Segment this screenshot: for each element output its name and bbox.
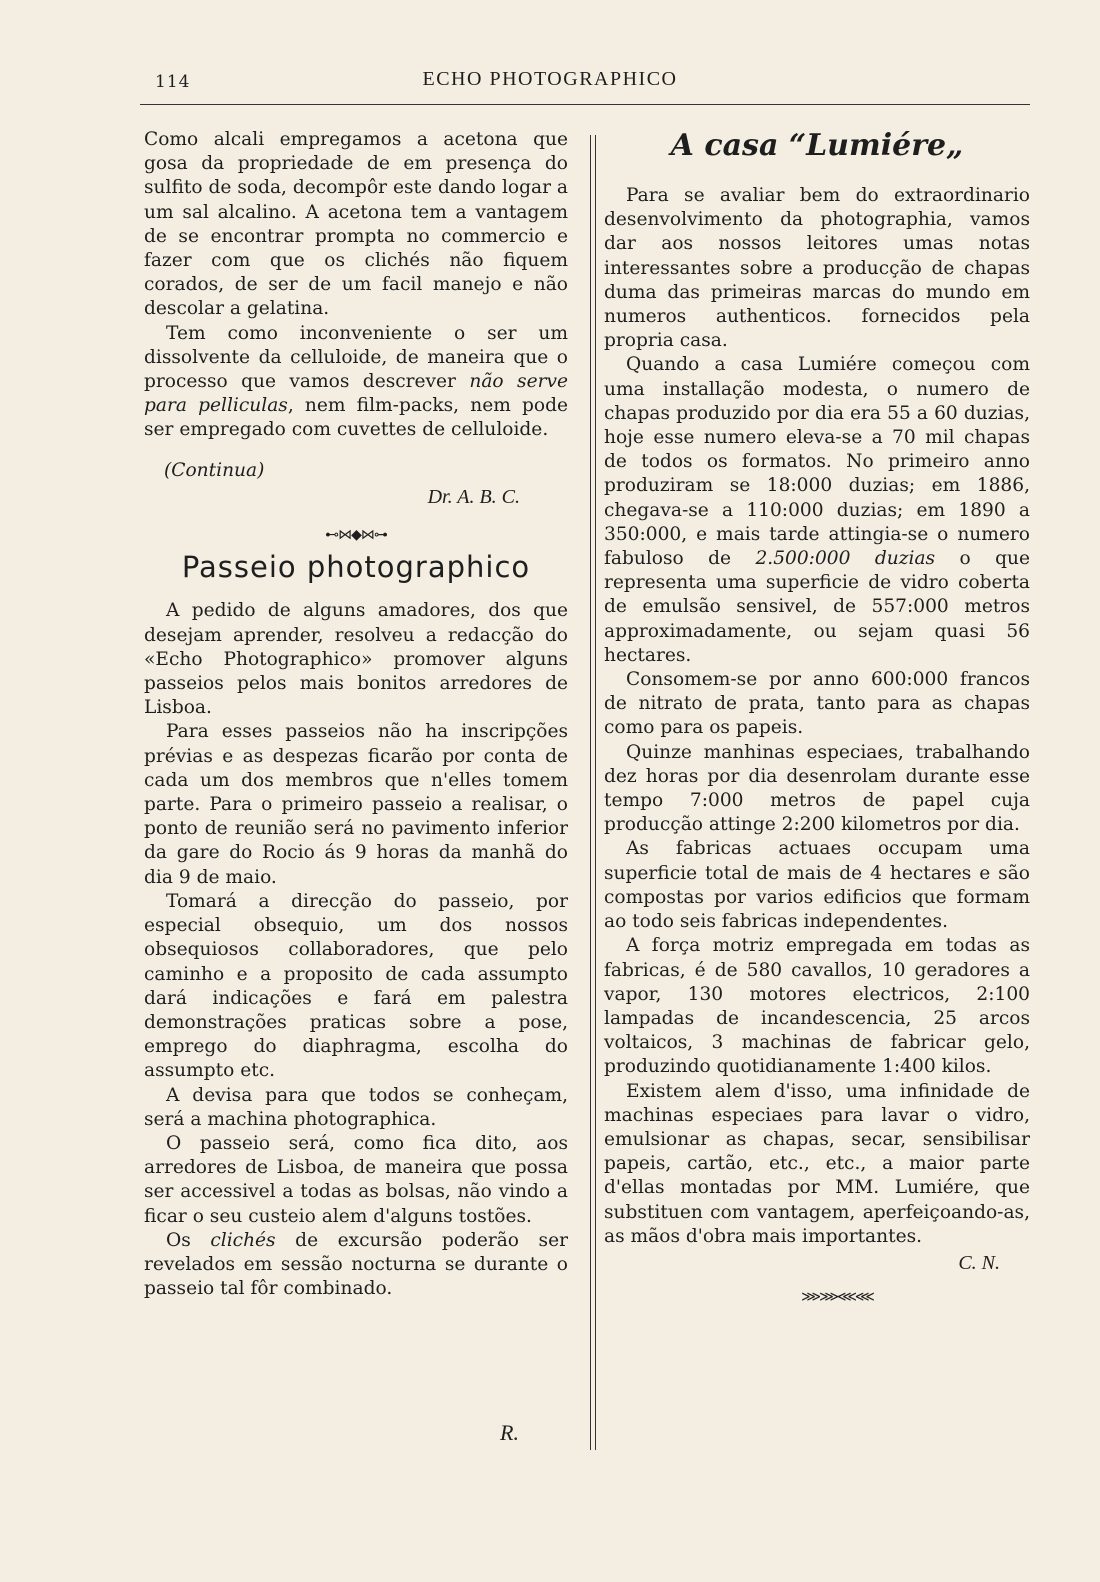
column-divider xyxy=(595,135,596,1450)
left-column xyxy=(144,128,568,1301)
paragraph: Existem alem d'isso, uma infinidade de machinas especiaes para lavar o vidro, emulsionar as chapas, secar, sensibilisar papeis, cartão, etc., etc., a maior parte d'ellas montadas por MM. Lumiére, que substituen com vantagem, aperfeiçoando-as, as mãos d'obra mais importantes. xyxy=(604,1080,1030,1247)
paragraph: Como alcali empregamos a acetona que gosa da propriedade de em presença do sulfito de soda, decompôr este dando logar a um sal alcalino. A acetona tem a vantagem de se encontrar prompta no commercio e fazer com que os clichés não fiquem corados, de ser de um facil manejo e não descolar a gelatina. xyxy=(144,129,568,320)
paragraph: Para se avaliar bem do extraordinario desenvolvimento da photographia, vamos dar aos nossos leitores umas notas interessantes sobre a producção de chapas duma das primeiras marcas do mundo em numeros authenticos. fornecidos pela propria casa. xyxy=(604,185,1030,352)
paragraph: A devisa para que todos se conheçam, será a machina photographica. xyxy=(144,1084,568,1130)
ornament-divider: ⊷⋈◆⋈⊶ xyxy=(325,527,387,544)
paragraph xyxy=(144,1229,568,1302)
article-title-lumiere: A casa “Lumiére„ xyxy=(670,128,964,163)
text-run: o que representa uma superficie de vidro coberta de emulsão sensivel, de 557:000 metros approximadamente, ou sejam quasi 56 hectares. xyxy=(604,548,1030,666)
paragraph: Consomem-se por anno 600:000 francos de nitrato de prata, tanto para as chapas como para os papeis. xyxy=(604,669,1030,739)
paragraph: As fabricas actuaes occupam uma superficie total de mais de 4 hectares e são compostas por varios edificios que formam ao todo seis fabricas independentes. xyxy=(604,838,1030,933)
text-run: Os xyxy=(166,1229,211,1251)
continua-note: (Continua) xyxy=(164,459,265,481)
italic-run: clichés xyxy=(210,1229,276,1251)
article-title-passeio: Passeio photographico xyxy=(181,550,531,585)
article-signature-r: R. xyxy=(500,1420,519,1445)
header-rule xyxy=(140,104,1030,105)
paragraph: O passeio será, como fica dito, aos arredores de Lisboa, de maneira que possa ser accessivel a todas as bolsas, não vindo a ficar o seu custeio alem d'alguns tostões. xyxy=(144,1132,568,1227)
paragraph: A pedido de alguns amadores, dos que desejam aprender, resolveu a redacção do «Echo Photographico» promover alguns passeios pelos mais bonitos arredores de Lisboa. xyxy=(144,600,568,719)
author-signature-cn: C. N. xyxy=(958,1251,1000,1274)
paragraph: Tomará a direcção do passeio, por especial obsequio, um dos nossos obsequiosos collaboradores, que pelo caminho e a proposito de cada assumpto dará indicações e fará em palestra demonstrações praticas sobre a pose, emprego do diaphragma, escolha do assumpto etc. xyxy=(144,890,568,1082)
column-divider xyxy=(590,135,591,1450)
italic-run: não serve para pelliculas xyxy=(144,371,568,417)
paragraph xyxy=(144,322,568,443)
paragraph: Para esses passeios não ha inscripções prévias e as despezas ficarão por conta de cada um dos membros que n'elles tomem parte. Para o primeiro passeio a realisar, o ponto de reunião será no pavimento inferior da gare do Rocio ás 9 horas da manhã do dia 9 de maio. xyxy=(144,721,568,888)
ornament-divider: ⋙⋙⋘⋘ xyxy=(801,1289,873,1306)
right-column xyxy=(604,184,1030,1309)
text-run: de excursão poderão ser revelados em sessão nocturna se durante o passeio tal fôr combinado. xyxy=(144,1229,568,1300)
paragraph: Quinze manhinas especiaes, trabalhando dez horas por dia desenrolam durante esse tempo 7:000 metros de papel cuja producção attinge 2:200 kilometros por dia. xyxy=(604,741,1030,836)
page-number: 114 xyxy=(155,72,191,92)
paragraph xyxy=(604,353,1030,668)
text-run: Quando a casa Lumiére começou com uma installação modesta, o numero de chapas produzido por dia era 55 a 60 duzias, hoje esse numero eleva-se a 70 mil chapas de todos os formatos. No primeiro anno produziram se 18:000 duzias; em 1886, chegava-se a 110:000 duzias; em 1890 a 350:000, e mais tarde attingia-se o numero fabuloso de xyxy=(604,354,1030,570)
text-run: , nem film-packs, nem pode ser empregado com cuvettes de celluloide. xyxy=(144,395,568,441)
author-signature: Dr. A. B. C. xyxy=(427,485,520,508)
italic-run: 2.500:000 duzias xyxy=(755,548,936,570)
text-run: Tem como inconveniente o ser um dissolvente da celluloide, de maneira que o processo que vamos descrever xyxy=(144,322,568,393)
running-title: ECHO PHOTOGRAPHICO xyxy=(422,68,678,90)
paragraph: A força motriz empregada em todas as fabricas, é de 580 cavallos, 10 geradores a vapor, 130 motores electricos, 2:100 lampadas de incandescencia, 25 arcos voltaicos, 3 machinas de fabricar gelo, produzindo quotidianamente 1:400 kilos. xyxy=(604,935,1030,1078)
